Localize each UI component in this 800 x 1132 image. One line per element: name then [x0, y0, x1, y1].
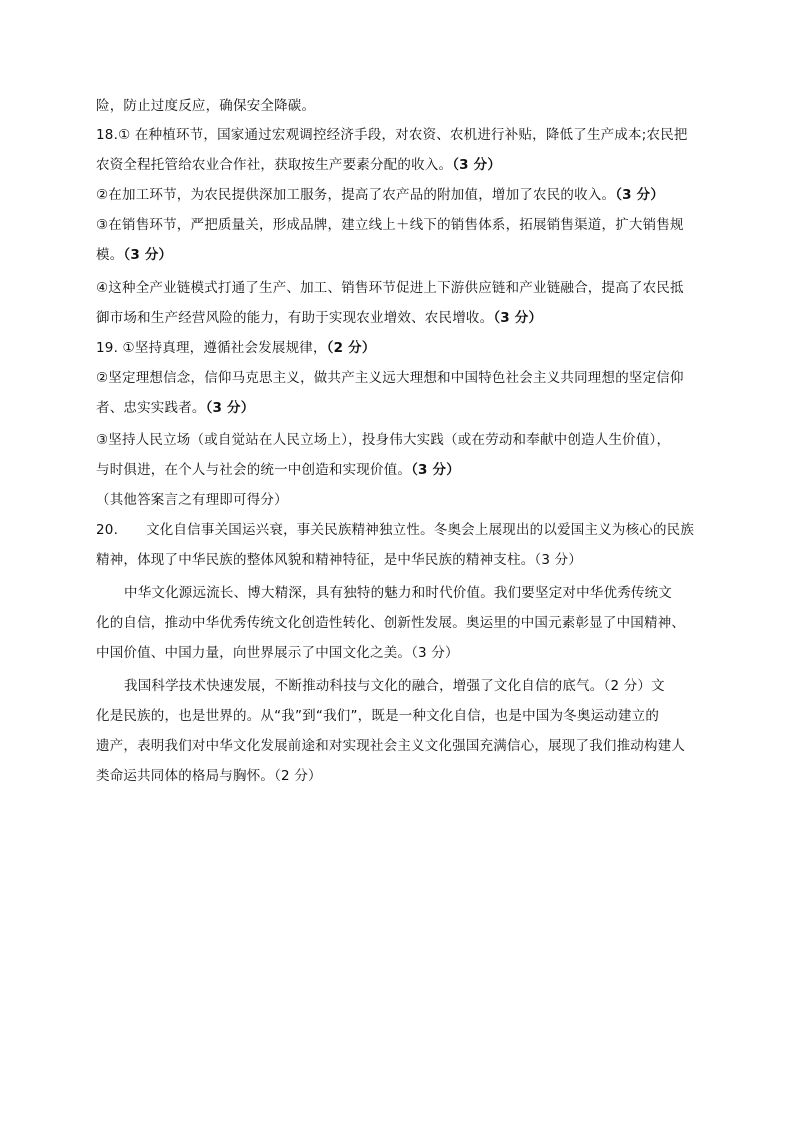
q19-line-4 [96, 430, 716, 450]
score-label: （3 分） [205, 400, 255, 416]
q20-line-8 [96, 736, 716, 756]
line-text: ②在加工环节，为农民提供深加工服务，提高了农产品的附加值，增加了农民的收入。 [96, 187, 616, 203]
score-label: （3 分） [493, 310, 543, 326]
q18-line-1 [96, 125, 716, 145]
line-text: ③在销售环节，严把质量关，形成品牌，建立线上＋线下的销售体系，拓展销售渠道，扩大销售规 [96, 217, 684, 233]
line-text: 与时俱进，在个人与社会的统一中创造和实现价值。 [96, 462, 412, 478]
q20-line-2 [96, 550, 716, 570]
q18-line-6 [96, 278, 716, 298]
note-line [96, 490, 716, 510]
q20-line-3 [124, 583, 716, 603]
q20-line-4 [96, 613, 716, 633]
q20-line-1 [96, 520, 716, 540]
q18-line-3 [96, 185, 716, 205]
line-text: 中华文化源远流长、博大精深，具有独特的魅力和时代价值。我们要坚定对中华优秀传统文 [124, 585, 672, 601]
q18-line-5 [96, 245, 716, 265]
line-text: 遗产，表明我们对中华文化发展前途和对实现社会主义文化强国充满信心，展现了我们推动构建人 [96, 738, 686, 754]
line-text: 模。 [96, 247, 124, 263]
q20-line-6 [124, 676, 716, 696]
line-text: 农资全程托管给农业合作社，获取按生产要素分配的收入。 [96, 157, 453, 173]
q18-line-2 [96, 155, 716, 175]
line-text: 御市场和生产经营风险的能力，有助于实现农业增效、农民增收。 [96, 310, 494, 326]
question-number: 20. [96, 522, 119, 538]
line-text: 中国价值、中国力量，向世界展示了中国文化之美。（3 分） [96, 645, 459, 661]
q19-line-3 [96, 398, 716, 418]
q18-line-4 [96, 215, 716, 235]
q20-line-5 [96, 643, 716, 663]
line-text: 类命运共同体的格局与胸怀。（2 分） [96, 768, 322, 784]
text-line [96, 96, 716, 116]
line-text: 精神，体现了中华民族的整体风貌和精神特征，是中华民族的精神支柱。（3 分） [96, 552, 583, 568]
line-text: 化的自信，推动中华优秀传统文化创造性转化、创新性发展。奥运里的中国元素彰显了中国精神、 [96, 615, 686, 631]
q19-line-1 [96, 338, 716, 358]
score-label: （2 分） [326, 340, 376, 356]
score-label: （3 分） [615, 187, 665, 203]
line-text: 险，防止过度反应，确保安全降碳。 [96, 98, 316, 114]
line-text: ②坚定理想信念，信仰马克思主义，做共产主义远大理想和中国特色社会主义共同理想的坚定信仰 [96, 370, 684, 386]
line-text: 18.① 在种植环节，国家通过宏观调控经济手段，对农资、农机进行补贴，降低了生产成本;农民把 [96, 127, 688, 143]
line-text: 文化自信事关国运兴衰，事关民族精神独立性。冬奥会上展现出的以爱国主义为核心的民族 [146, 522, 695, 538]
line-text: （其他答案言之有理即可得分） [96, 492, 288, 508]
score-label: （3 分） [123, 247, 173, 263]
score-label: （3 分） [411, 462, 460, 478]
q20-line-9 [96, 766, 716, 786]
line-text: 化是民族的，也是世界的。从“我”到“我们”，既是一种文化自信，也是中国为冬奥运动建立的 [96, 708, 660, 724]
line-text: ④这种全产业链模式打通了生产、加工、销售环节促进上下游供应链和产业链融合，提高了农民抵 [96, 280, 684, 296]
score-label: （3 分） [452, 157, 502, 173]
line-text: 我国科学技术快速发展，不断推动科技与文化的融合，增强了文化自信的底气。（2 分）文 [124, 678, 665, 694]
line-text: 者、忠实实践者。 [96, 400, 206, 416]
q18-line-7 [96, 308, 716, 328]
line-text: 19. ①坚持真理，遵循社会发展规律， [96, 340, 327, 356]
q19-line-5 [96, 460, 716, 480]
line-text: ③坚持人民立场（或自觉站在人民立场上），投身伟大实践（或在劳动和奉献中创造人生价值）， [96, 432, 671, 448]
q19-line-2 [96, 368, 716, 388]
q20-line-7 [96, 706, 716, 726]
